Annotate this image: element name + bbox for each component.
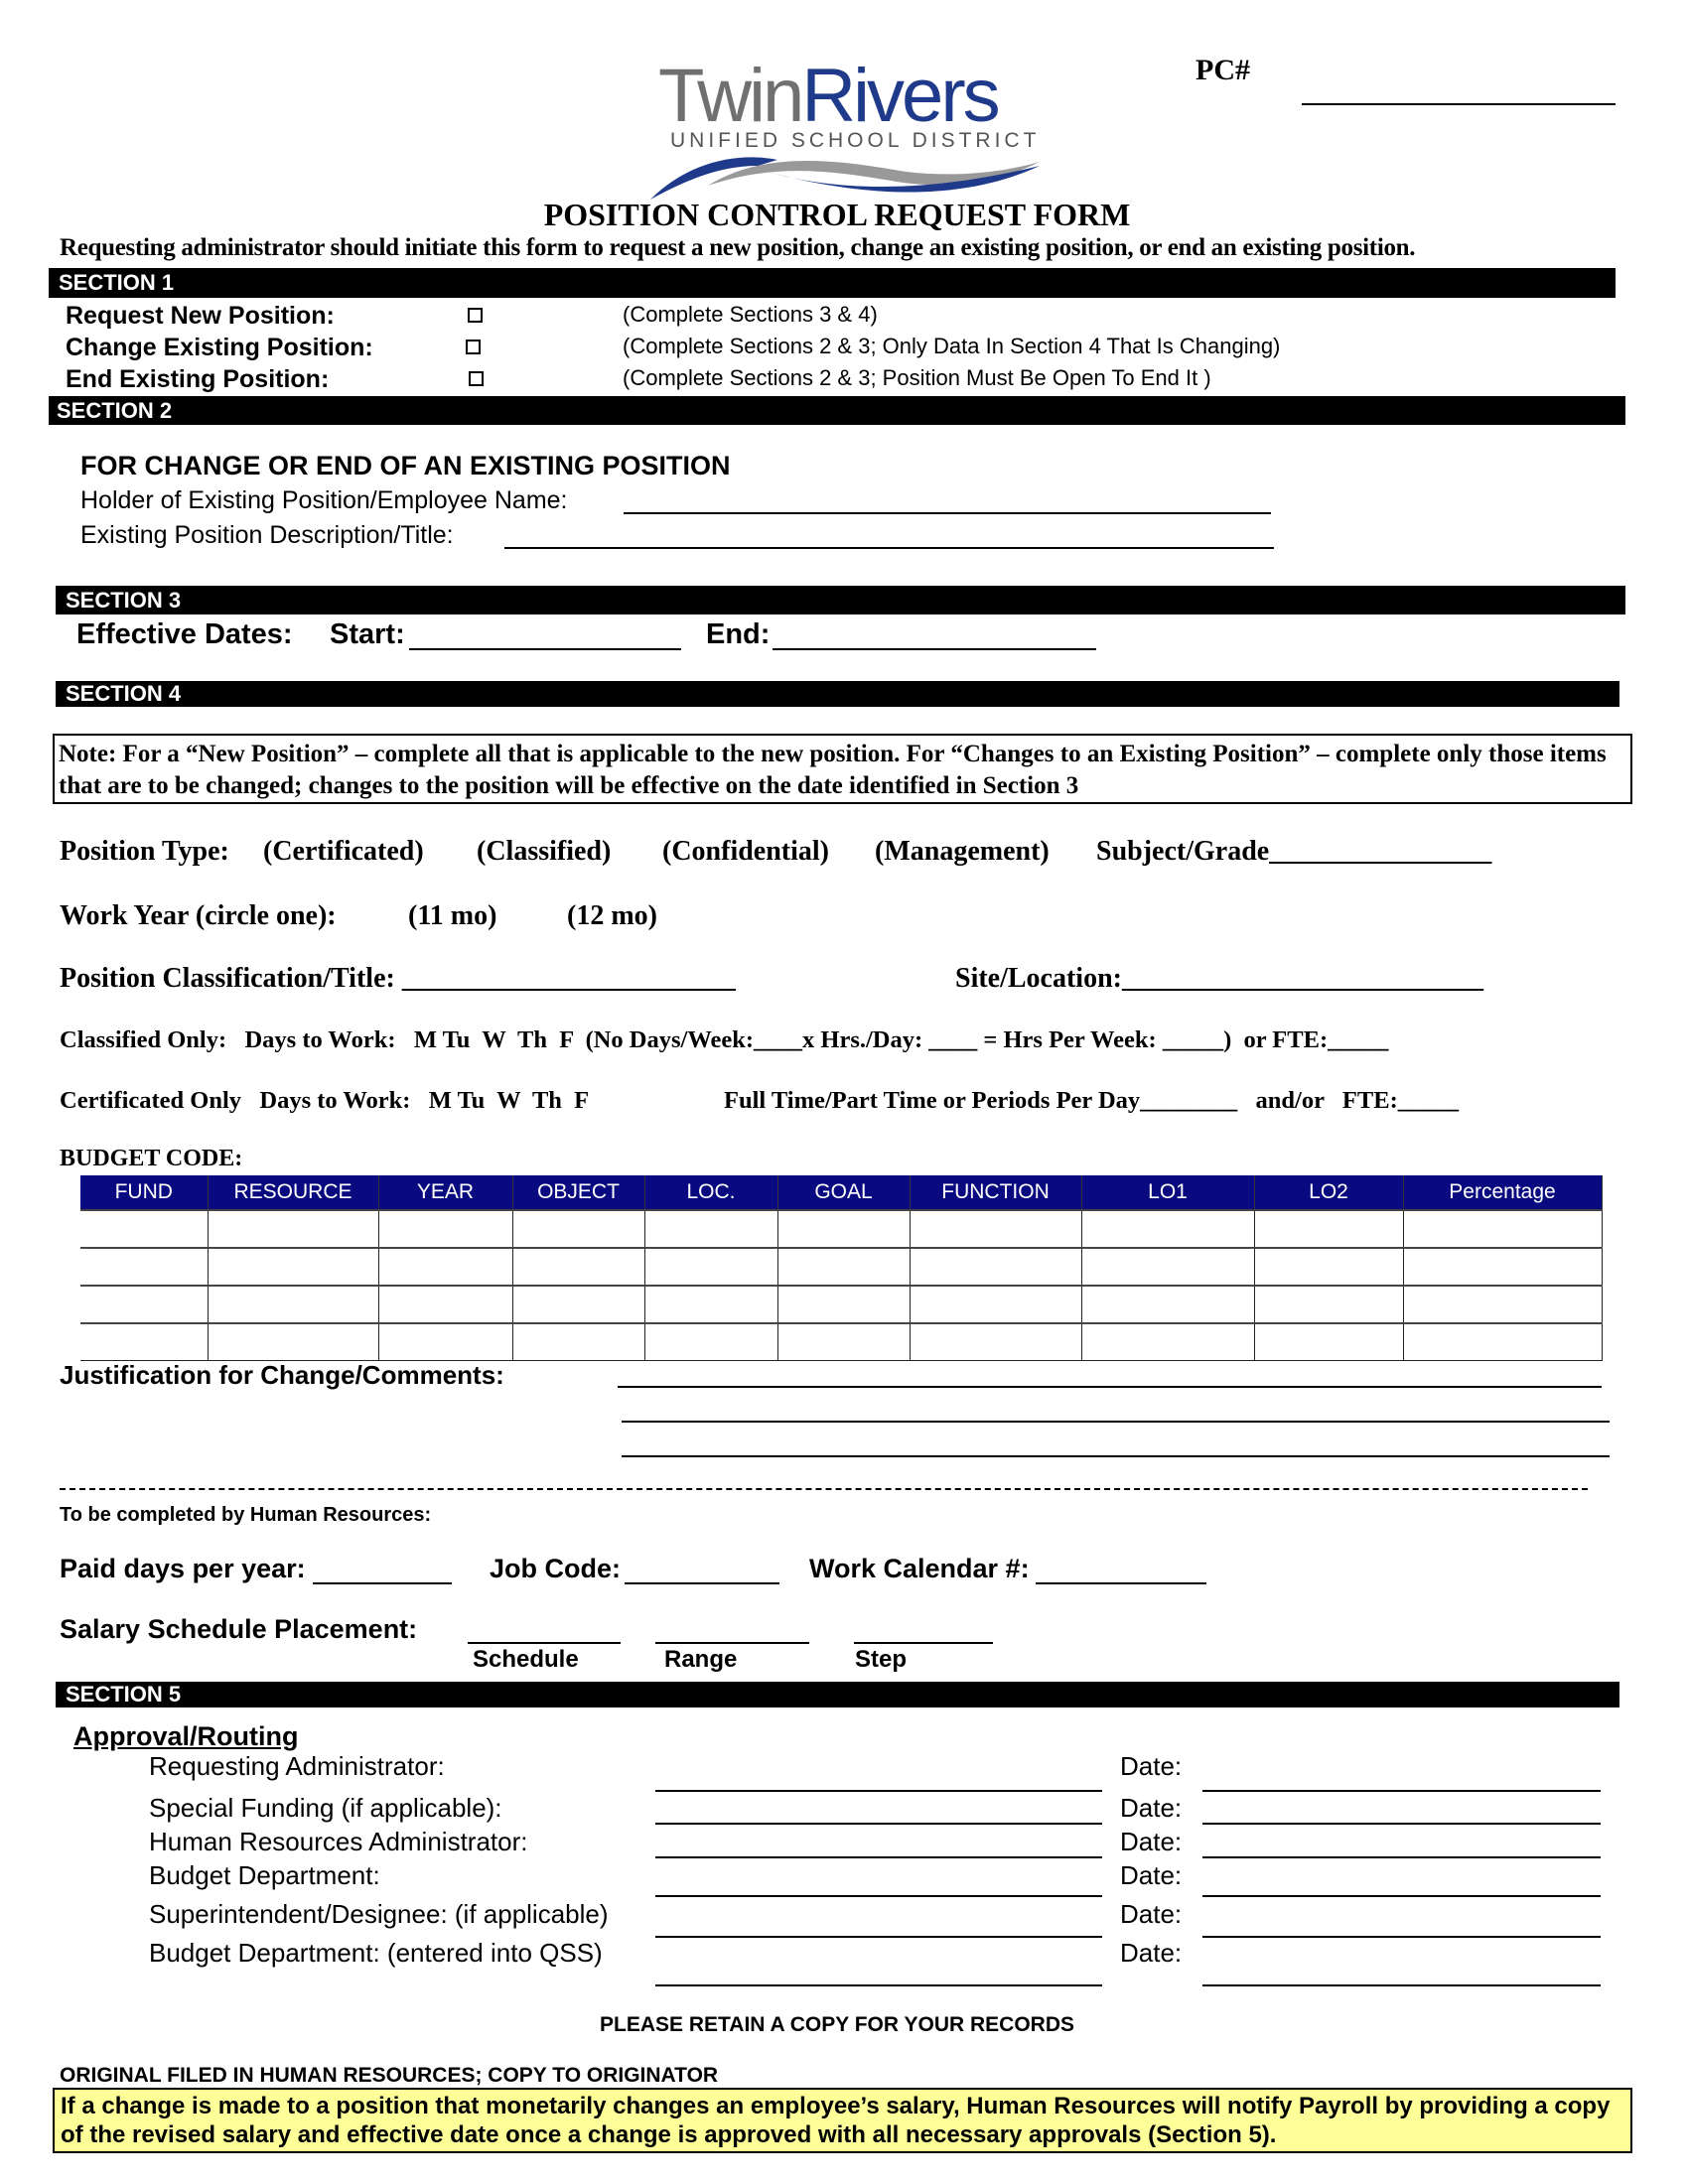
certificated-periods-line[interactable]: Full Time/Part Time or Periods Per Day________ and/or FTE:_____	[724, 1087, 1459, 1114]
request-new-position-checkbox[interactable]	[468, 308, 483, 323]
budget-cell[interactable]	[1254, 1286, 1403, 1323]
budget-cell[interactable]	[1081, 1210, 1254, 1248]
work-calendar-label: Work Calendar #:	[809, 1554, 1030, 1583]
approver-label: Superintendent/Designee: (if applicable)	[149, 1899, 609, 1929]
subject-grade-field[interactable]: Subject/Grade________________	[1096, 836, 1492, 867]
start-date-label: Start:	[330, 618, 405, 650]
payroll-note: If a change is made to a position that monetarily changes an employee’s salary, Human Resources will notify Payroll by providing a copy of the revised salary and effective date once a change is approved with all necessary approvals (Section 5).	[53, 2088, 1632, 2153]
position-type-confidential[interactable]: (Confidential)	[662, 836, 829, 867]
retain-copy-notice: PLEASE RETAIN A COPY FOR YOUR RECORDS	[599, 2013, 1074, 2036]
budget-cell[interactable]	[512, 1323, 644, 1361]
change-existing-position-note: (Complete Sections 2 & 3; Only Data In Section 4 That Is Changing)	[623, 334, 1281, 358]
position-type-certificated[interactable]: (Certificated)	[263, 836, 424, 867]
budget-cell[interactable]	[80, 1323, 208, 1361]
date-field[interactable]	[1202, 1790, 1601, 1792]
work-year-label: Work Year (circle one):	[60, 900, 337, 931]
budget-cell[interactable]	[1403, 1210, 1602, 1248]
end-existing-position-label: End Existing Position:	[66, 365, 330, 393]
date-label: Date:	[1120, 1860, 1183, 1890]
budget-row	[80, 1286, 1602, 1323]
change-existing-position-checkbox[interactable]	[466, 340, 481, 354]
budget-cell[interactable]	[777, 1248, 910, 1286]
work-year-11mo[interactable]: (11 mo)	[408, 900, 497, 931]
budget-cell[interactable]	[644, 1323, 777, 1361]
budget-cell[interactable]	[378, 1286, 512, 1323]
budget-cell[interactable]	[1254, 1210, 1403, 1248]
form-intro: Requesting administrator should initiate this form to request a new position, change an existing position, or end an existing position.	[60, 234, 1416, 261]
certificated-only-line[interactable]: Certificated Only Days to Work: M Tu W Th F	[60, 1087, 590, 1114]
request-new-position-note: (Complete Sections 3 & 4)	[623, 302, 878, 327]
position-type-classified[interactable]: (Classified)	[477, 836, 612, 867]
logo-text-twin: Twin	[658, 54, 802, 138]
site-location-field[interactable]: Site/Location:__________________________	[955, 963, 1483, 994]
logo-wave-icon	[648, 152, 1040, 202]
form-title: POSITION CONTROL REQUEST FORM	[543, 197, 1131, 232]
hr-divider	[60, 1488, 1588, 1490]
position-description-label: Existing Position Description/Title:	[80, 521, 454, 549]
budget-cell[interactable]	[378, 1210, 512, 1248]
section-2-header: SECTION 2	[49, 396, 1625, 425]
budget-code-label: BUDGET CODE:	[60, 1146, 243, 1171]
paid-days-label: Paid days per year:	[60, 1554, 306, 1583]
section-3-header: SECTION 3	[56, 586, 1625, 614]
schedule-label: Schedule	[473, 1646, 579, 1673]
budget-cell[interactable]	[1081, 1323, 1254, 1361]
budget-cell[interactable]	[1403, 1248, 1602, 1286]
job-code-label: Job Code:	[490, 1554, 621, 1583]
budget-row	[80, 1323, 1602, 1361]
date-label: Date:	[1120, 1899, 1183, 1929]
budget-cell[interactable]	[80, 1210, 208, 1248]
col-lo2: LO2	[1254, 1175, 1403, 1210]
approver-signature-field[interactable]	[655, 1984, 1102, 1986]
section-2-heading: FOR CHANGE OR END OF AN EXISTING POSITION	[80, 451, 731, 480]
approver-label: Requesting Administrator:	[149, 1751, 445, 1781]
budget-cell[interactable]	[910, 1286, 1081, 1323]
employee-name-field[interactable]	[624, 512, 1271, 514]
approver-signature-field[interactable]	[655, 1790, 1102, 1792]
pc-number-label: PC#	[1196, 54, 1250, 86]
budget-cell[interactable]	[644, 1210, 777, 1248]
budget-cell[interactable]	[512, 1286, 644, 1323]
col-resource: RESOURCE	[208, 1175, 378, 1210]
budget-cell[interactable]	[80, 1248, 208, 1286]
salary-schedule-label: Salary Schedule Placement:	[60, 1614, 418, 1644]
date-label: Date:	[1120, 1938, 1183, 1968]
district-logo	[648, 53, 1040, 194]
date-field[interactable]	[1202, 1856, 1601, 1858]
col-lo1: LO1	[1081, 1175, 1254, 1210]
budget-cell[interactable]	[644, 1248, 777, 1286]
budget-cell[interactable]	[1081, 1248, 1254, 1286]
approver-signature-field[interactable]	[655, 1856, 1102, 1858]
budget-cell[interactable]	[378, 1323, 512, 1361]
date-label: Date:	[1120, 1827, 1183, 1856]
effective-dates-label: Effective Dates:	[76, 618, 293, 650]
budget-cell[interactable]	[1403, 1323, 1602, 1361]
budget-cell[interactable]	[208, 1210, 378, 1248]
hr-section-label: To be completed by Human Resources:	[60, 1504, 432, 1526]
col-loc: LOC.	[644, 1175, 777, 1210]
budget-cell[interactable]	[910, 1323, 1081, 1361]
position-type-management[interactable]: (Management)	[875, 836, 1050, 867]
approver-signature-field[interactable]	[655, 1936, 1102, 1938]
original-filed-notice: ORIGINAL FILED IN HUMAN RESOURCES; COPY TO ORIGINATOR	[60, 2064, 719, 2087]
budget-row	[80, 1248, 1602, 1286]
range-label: Range	[664, 1646, 738, 1673]
budget-cell[interactable]	[777, 1323, 910, 1361]
work-year-12mo[interactable]: (12 mo)	[567, 900, 657, 931]
budget-cell[interactable]	[208, 1323, 378, 1361]
date-field[interactable]	[1202, 1823, 1601, 1825]
section-4-header: SECTION 4	[56, 681, 1619, 707]
end-date-label: End:	[706, 618, 771, 650]
position-classification-field[interactable]: Position Classification/Title: ________________________	[60, 963, 736, 994]
section-1-header: SECTION 1	[49, 268, 1616, 298]
work-calendar-field[interactable]	[1036, 1582, 1206, 1584]
employee-name-label: Holder of Existing Position/Employee Name:	[80, 486, 568, 514]
step-field[interactable]	[854, 1642, 993, 1644]
pc-number-field[interactable]	[1302, 103, 1616, 105]
budget-header-row	[80, 1175, 1602, 1210]
approver-label: Special Funding (if applicable):	[149, 1793, 502, 1823]
approval-routing-heading: Approval/Routing	[73, 1721, 299, 1751]
logo-subtitle: UNIFIED SCHOOL DISTRICT	[670, 129, 1041, 152]
range-field[interactable]	[655, 1642, 809, 1644]
end-existing-position-note: (Complete Sections 2 & 3; Position Must Be Open To End It )	[623, 365, 1211, 390]
budget-cell[interactable]	[777, 1210, 910, 1248]
budget-cell[interactable]	[1254, 1248, 1403, 1286]
step-label: Step	[855, 1646, 908, 1673]
budget-cell[interactable]	[208, 1248, 378, 1286]
col-percentage: Percentage	[1403, 1175, 1602, 1210]
justification-line-1[interactable]	[618, 1386, 1602, 1388]
approver-label: Budget Department:	[149, 1860, 380, 1890]
job-code-field[interactable]	[625, 1582, 779, 1584]
date-field[interactable]	[1202, 1895, 1601, 1897]
date-label: Date:	[1120, 1751, 1183, 1781]
col-function: FUNCTION	[910, 1175, 1081, 1210]
budget-row	[80, 1210, 1602, 1248]
approver-label: Human Resources Administrator:	[149, 1827, 528, 1856]
schedule-field[interactable]	[468, 1642, 621, 1644]
change-existing-position-label: Change Existing Position:	[66, 334, 373, 361]
budget-cell[interactable]	[777, 1286, 910, 1323]
col-year: YEAR	[378, 1175, 512, 1210]
paid-days-field[interactable]	[313, 1582, 452, 1584]
start-date-field[interactable]	[409, 648, 681, 650]
end-date-field[interactable]	[773, 648, 1096, 650]
approver-label: Budget Department: (entered into QSS)	[149, 1938, 603, 1968]
budget-cell[interactable]	[1254, 1323, 1403, 1361]
budget-cell[interactable]	[644, 1286, 777, 1323]
justification-line-2[interactable]	[622, 1421, 1610, 1423]
col-goal: GOAL	[777, 1175, 910, 1210]
approver-signature-field[interactable]	[655, 1823, 1102, 1825]
budget-cell[interactable]	[910, 1210, 1081, 1248]
budget-cell[interactable]	[512, 1210, 644, 1248]
classified-only-line[interactable]: Classified Only: Days to Work: M Tu W Th F (No Days/Week:____x Hrs./Day: ____ = Hrs Per Week: _____) or FTE:_____	[60, 1026, 1389, 1053]
date-field[interactable]	[1202, 1936, 1601, 1938]
budget-cell[interactable]	[378, 1248, 512, 1286]
budget-cell[interactable]	[1403, 1286, 1602, 1323]
position-description-field[interactable]	[504, 547, 1274, 549]
end-existing-position-checkbox[interactable]	[469, 371, 484, 386]
col-fund: FUND	[80, 1175, 208, 1210]
position-type-label: Position Type:	[60, 836, 229, 867]
request-new-position-label: Request New Position:	[66, 302, 335, 330]
budget-cell[interactable]	[512, 1248, 644, 1286]
section-5-header: SECTION 5	[56, 1682, 1619, 1707]
section-4-note: Note: For a “New Position” – complete all that is applicable to the new position. For “Changes to an Existing Position” – complete only those items that are to be changed; changes to the position will be effective on the date identified in Section 3	[53, 734, 1632, 804]
budget-cell[interactable]	[208, 1286, 378, 1323]
date-field[interactable]	[1202, 1984, 1601, 1986]
budget-cell[interactable]	[1081, 1286, 1254, 1323]
approver-signature-field[interactable]	[655, 1895, 1102, 1897]
budget-code-table	[80, 1175, 1603, 1361]
justification-line-3[interactable]	[622, 1455, 1610, 1457]
col-object: OBJECT	[512, 1175, 644, 1210]
budget-cell[interactable]	[80, 1286, 208, 1323]
budget-cell[interactable]	[910, 1248, 1081, 1286]
logo-text-rivers: Rivers	[801, 54, 998, 138]
justification-label: Justification for Change/Comments:	[60, 1360, 504, 1390]
date-label: Date:	[1120, 1793, 1183, 1823]
